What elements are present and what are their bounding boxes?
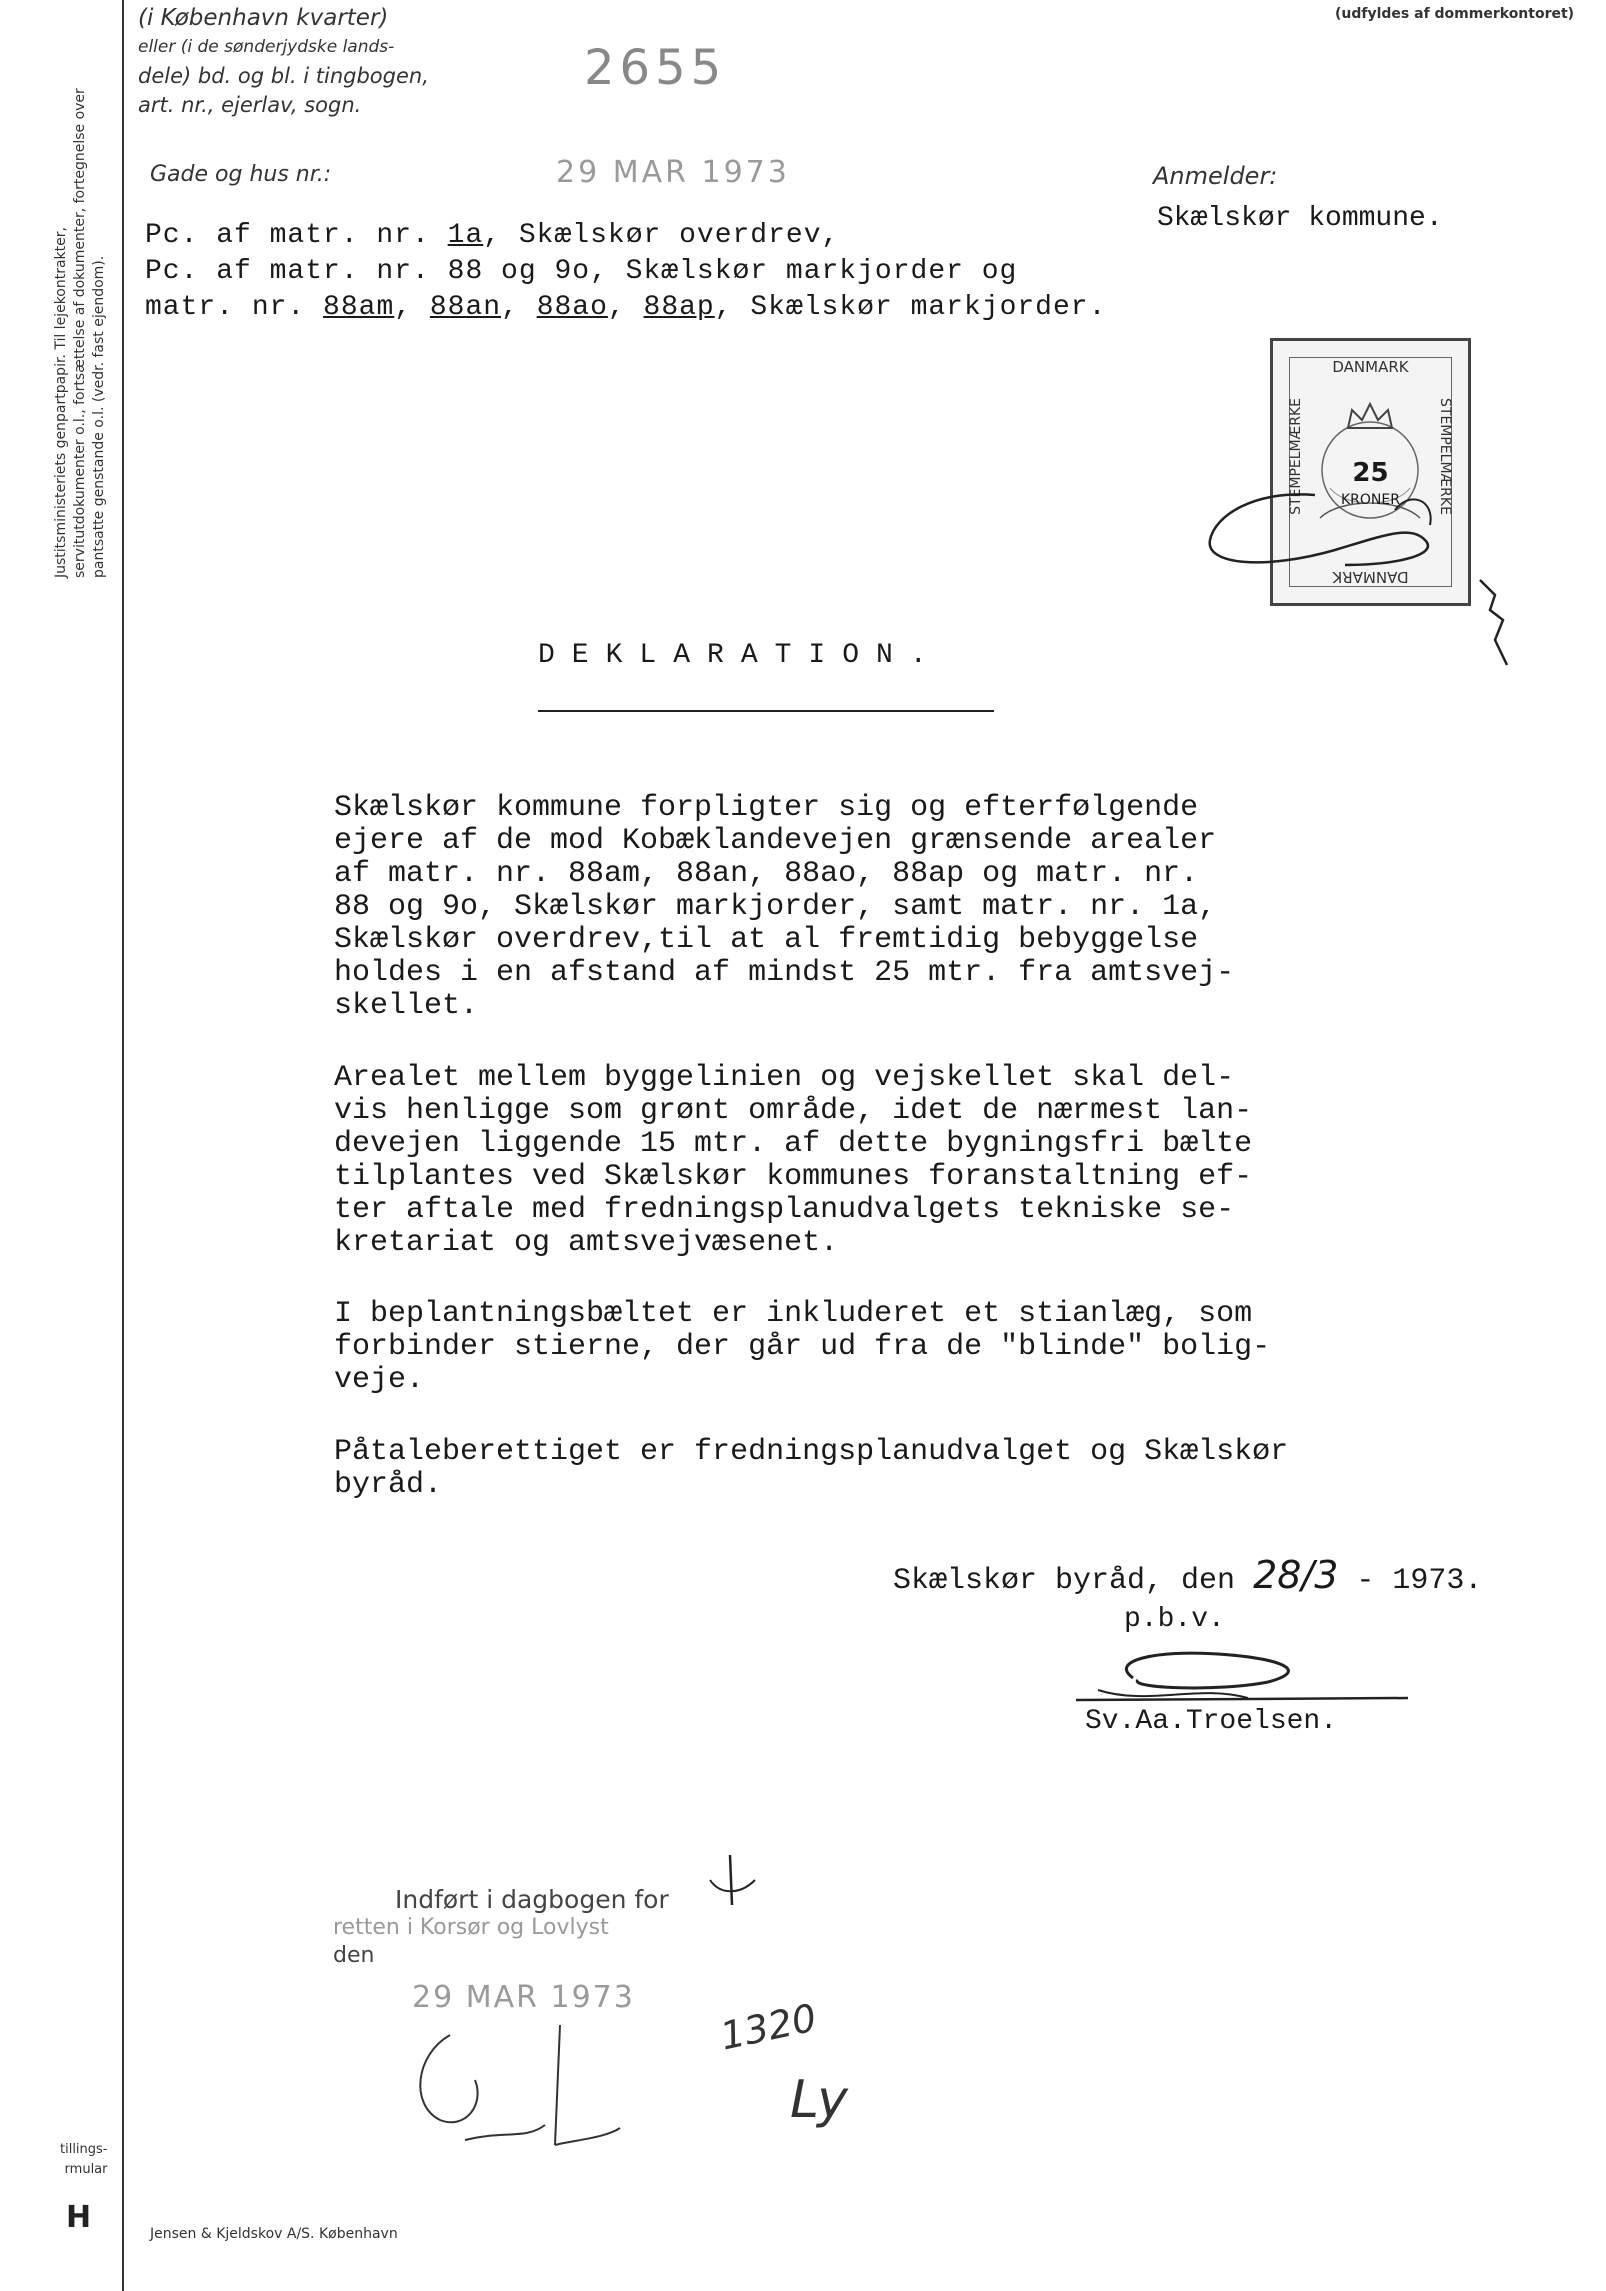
pbv-label: p.b.v. [1124, 1604, 1225, 1635]
property-text: , Skælskør overdrev, [483, 220, 840, 251]
paragraph-1: Skælskør kommune forpligter sig og efterfølgende ejere af de mod Kobæklandevejen grænsende arealer af matr. nr. 88am, 88an, 88ao, 88ap og matr. nr. 88 og 9o, Skælskør markjorder, samt matr. nr. 1a, Skælskør overdrev,til at al fremtidig bebyggelse holdes i en afstand af mindst 25 mtr. fra amtsvej- skellet. [334, 791, 1235, 1023]
property-text: matr. nr. [145, 292, 324, 323]
matr-number: 88an [429, 292, 502, 323]
signatory-name: Sv.Aa.Troelsen. [1085, 1706, 1338, 1737]
date-dash: - [1338, 1564, 1393, 1598]
property-text: Pc. af matr. nr. [145, 220, 448, 251]
matr-number: 88ao [536, 292, 608, 323]
registration-line: Indført i dagbogen for [395, 1885, 669, 1914]
margin-rule [122, 0, 124, 2291]
handwritten-registration-mark-icon [405, 2010, 635, 2160]
paragraph-3: I beplantningsbæltet er inkluderet et stianlæg, som forbinder stierne, der går ud fra de "blinde" bolig- veje. [334, 1297, 1271, 1397]
stamp-country-top: DANMARK [1332, 358, 1409, 376]
form-corner-label [60, 2140, 108, 2180]
stamp-side-right: STEMPELMÆRKE [1437, 398, 1453, 515]
stamp-unit: KRONER [1341, 492, 1400, 508]
separator: , [394, 292, 430, 323]
form-legend-line: pantsatte genstande o.l. (vedr. fast ejendom). [91, 255, 107, 578]
form-corner-mark: H [66, 2200, 92, 2235]
header-location-block [138, 4, 429, 120]
property-line-3 [145, 290, 1106, 326]
anmelder-value: Skælskør kommune. [1157, 203, 1443, 234]
paragraph-4: Påtaleberettiget er fredningsplanudvalget og Skælskør byråd. [334, 1435, 1289, 1502]
property-line-1 [145, 218, 839, 254]
form-legend-vertical [52, 38, 109, 578]
header-line: dele) bd. og bl. i tingbogen, [138, 64, 429, 88]
corner-line: rmular [64, 2162, 108, 2177]
document-title: DEKLARATION. [538, 640, 944, 671]
registration-line: retten i Korsør og Lovlyst [333, 1915, 609, 1940]
journal-number-stamp: 2655 [584, 40, 727, 96]
office-note: (udfyldes af dommerkontoret) [1335, 6, 1575, 22]
matr-number: 1a [447, 220, 484, 251]
matr-number: 88ap [643, 292, 715, 323]
header-line: art. nr., ejerlav, sogn. [138, 93, 362, 117]
registration-line: den [333, 1943, 375, 1968]
stamp-value: 25 [1352, 458, 1389, 488]
form-legend-line: Justitsministeriets genpartpapir. Til lejekontrakter, [53, 227, 69, 578]
handwritten-check-icon [700, 1850, 780, 1930]
property-line-2: Pc. af matr. nr. 88 og 9o, Skælskør markjorder og [145, 256, 1018, 287]
property-text: , Skælskør markjorder. [714, 292, 1107, 323]
anmelder-label: Anmelder: [1153, 162, 1278, 190]
registration-stamp [333, 1885, 669, 1970]
separator: , [607, 292, 644, 323]
place-and-date [893, 1553, 1482, 1598]
header-line: (i København kvarter) [138, 5, 389, 31]
date-stamp: 29 MAR 1973 [556, 155, 790, 190]
matr-number: 88am [323, 292, 395, 323]
paragraph-2: Arealet mellem byggelinien og vejskellet skal del- vis henligge som grønt område, idet de nærmest lan- devejen liggende 15 mtr. af dette bygningsfri bælte tilplantes ved Skælskør kommunes foranstaltning ef- ter aftale med fredningsplanudvalgets tekniske se- kretariat og amtsvejvæsenet. [334, 1061, 1253, 1260]
handwritten-initials: Ly [790, 2070, 848, 2130]
title-underline [538, 710, 994, 712]
stamp-side-left: STEMPELMÆRKE [1288, 398, 1304, 515]
corner-line: tillings- [60, 2142, 108, 2157]
printer-footer: Jensen & Kjeldskov A/S. København [150, 2226, 398, 2242]
stamp-cancellation-signature-icon [1195, 470, 1555, 690]
handwritten-number: 1320 [716, 1995, 821, 2059]
date-year: 1973. [1392, 1564, 1483, 1598]
stamp-country-bottom: DANMARK [1332, 568, 1409, 586]
place-date-prefix: Skælskør byråd, den [893, 1564, 1254, 1598]
header-line: eller (i de sønderjydske lands- [138, 37, 395, 57]
registration-date: 29 MAR 1973 [412, 1980, 635, 2015]
form-legend-line: servitutdokumenter o.l., fortsættelse af dokumenter, fortegnelse over [72, 88, 88, 578]
street-label: Gade og hus nr.: [150, 162, 332, 187]
separator: , [501, 292, 537, 323]
handwritten-date: 28/3 [1253, 1553, 1339, 1597]
